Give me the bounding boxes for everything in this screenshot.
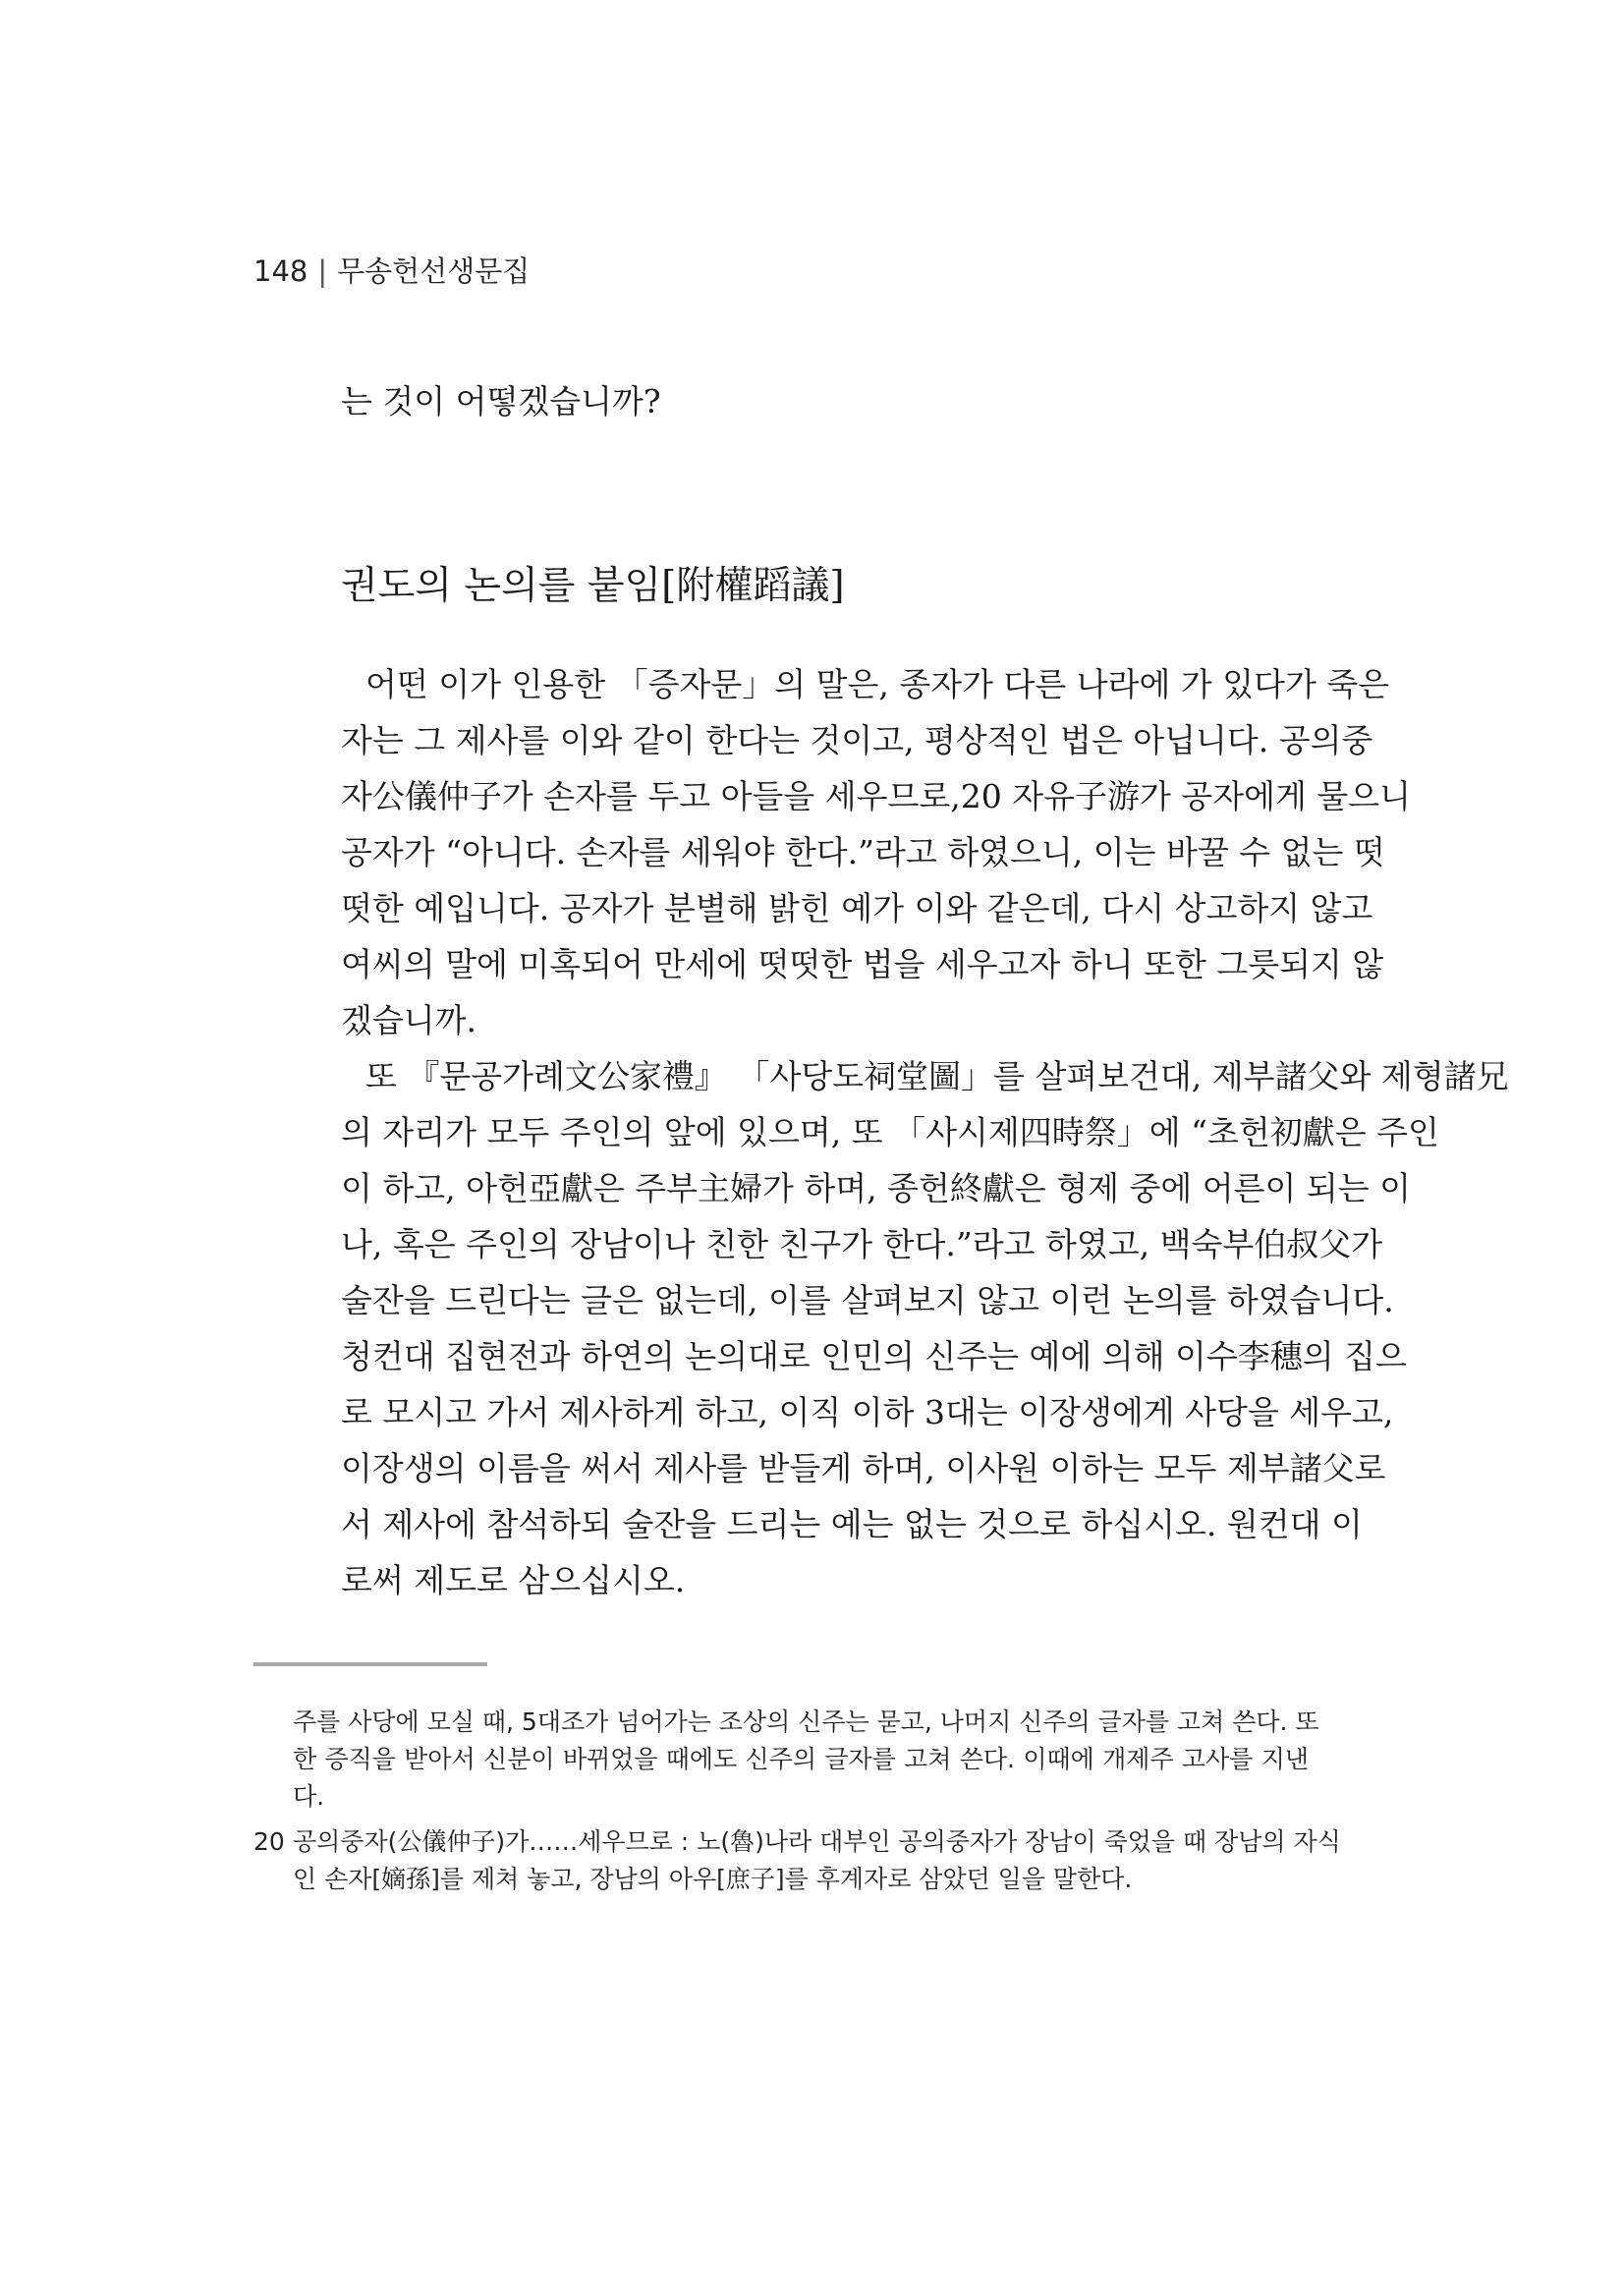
- body-line: 이 하고, 아헌亞獻은 주부主婦가 하며, 종헌終獻은 형제 중에 어른이 되는 이: [341, 1169, 1411, 1207]
- body-line: 이장생의 이름을 써서 제사를 받들게 하며, 이사원 이하는 모두 제부諸父로: [341, 1449, 1386, 1487]
- body-line: 여씨의 말에 미혹되어 만세에 떳떳한 법을 세우고자 하니 또한 그릇되지 않: [341, 945, 1384, 983]
- footnote-line: 한 증직을 받아서 신분이 바뀌었을 때에도 신주의 글자를 고쳐 쓴다. 이때에 개제주 고사를 지낸: [293, 1745, 1309, 1773]
- footnote-divider: [253, 1662, 487, 1666]
- body-line: 자公儀仲子가 손자를 두고 아들을 세우므로,20 자유子游가 공자에게 물으니: [341, 777, 1411, 815]
- footnote-line: 인 손자[嫡孫]를 제쳐 놓고, 장남의 아우[庶子]를 후계자로 삼았던 일을 말한다.: [293, 1865, 1133, 1893]
- body-line: 공자가 “아니다. 손자를 세워야 한다.”라고 하였으니, 이는 바꿀 수 없는 떳: [341, 833, 1385, 871]
- running-head: [253, 250, 530, 290]
- section-title: 권도의 논의를 붙임[附權蹈議]: [341, 564, 845, 608]
- book-title: 무송헌선생문집: [337, 254, 531, 288]
- footnote-line: 다.: [293, 1782, 325, 1811]
- body-line: 로 모시고 가서 제사하게 하고, 이직 이하 3대는 이장생에게 사당을 세우고,: [341, 1393, 1394, 1431]
- continuation-line: 는 것이 어떻겠습니까?: [341, 382, 661, 420]
- body-line: 또 『문공가례文公家禮』 「사당도祠堂圖」를 살펴보건대, 제부諸父와 제형諸兄: [365, 1057, 1509, 1095]
- body-line: 자는 그 제사를 이와 같이 한다는 것이고, 평상적인 법은 아닙니다. 공의중: [341, 721, 1373, 759]
- header-separator: |: [317, 254, 328, 288]
- body-line: 의 자리가 모두 주인의 앞에 있으며, 또 「사시제四時祭」에 “초헌初獻은 주인: [341, 1113, 1439, 1151]
- body-line: 청컨대 집현전과 하연의 논의대로 인민의 신주는 예에 의해 이수李穗의 집으: [341, 1337, 1407, 1375]
- body-line: 술잔을 드린다는 글은 없는데, 이를 살펴보지 않고 이런 논의를 하였습니다.: [341, 1281, 1394, 1319]
- body-line: 서 제사에 참석하되 술잔을 드리는 예는 없는 것으로 하십시오. 원컨대 이: [341, 1505, 1363, 1543]
- footnote-line: 주를 사당에 모실 때, 5대조가 넘어가는 조상의 신주는 묻고, 나머지 신주의 글자를 고쳐 쓴다. 또: [293, 1708, 1319, 1736]
- body-line: 어떤 이가 인용한 「증자문」의 말은, 종자가 다른 나라에 가 있다가 죽은: [365, 665, 1390, 703]
- body-line: 떳한 예입니다. 공자가 분별해 밝힌 예가 이와 같은데, 다시 상고하지 않고: [341, 889, 1373, 927]
- body-line: 겠습니까.: [341, 1001, 477, 1039]
- footnote-line: 공의중자(公儀仲子)가……세우므로 : 노(魯)나라 대부인 공의중자가 장남이 죽었을 때 장남의 자식: [293, 1827, 1341, 1856]
- page-number: 148: [253, 254, 308, 288]
- body-line: 로써 제도로 삼으십시오.: [341, 1561, 686, 1599]
- body-line: 나, 혹은 주인의 장남이나 친한 친구가 한다.”라고 하였고, 백숙부伯叔父가: [341, 1225, 1383, 1263]
- footnote-number-20: 20: [253, 1827, 285, 1856]
